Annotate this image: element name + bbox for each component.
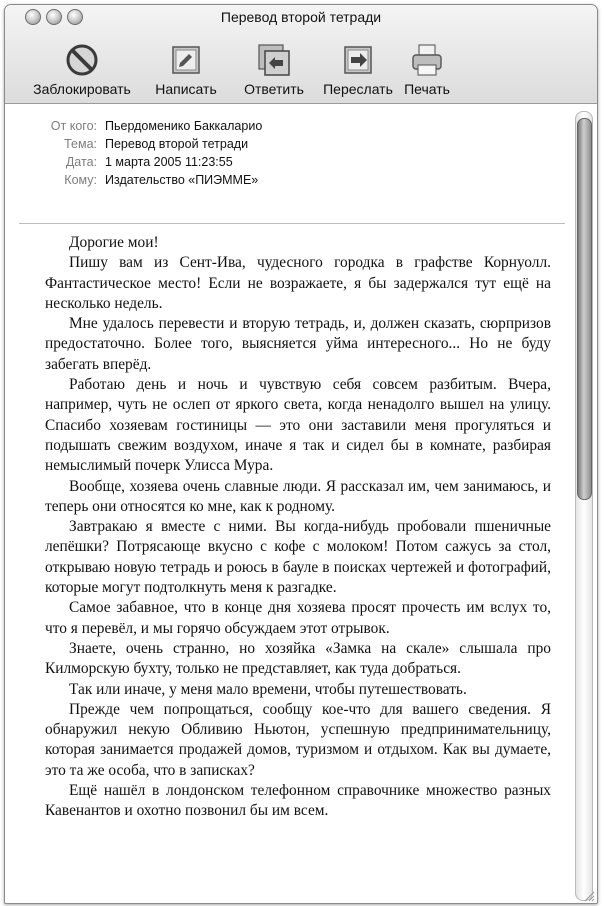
subject-row xyxy=(25,135,262,153)
to-row xyxy=(25,171,262,189)
compose-button[interactable] xyxy=(149,43,223,97)
block-button-label: Заблокировать xyxy=(33,81,131,97)
message-paragraph: Вообще, хозяева очень славные люди. Я рассказал им, чем занимаюсь, и теперь они относятся ко мне, как к родному. xyxy=(45,477,551,515)
from-label: От кого: xyxy=(50,119,97,133)
scrollbar-thumb[interactable] xyxy=(577,118,592,500)
subject-label: Тема: xyxy=(64,137,97,151)
message-body xyxy=(45,233,551,822)
from-value: Пьердоменико Баккаларио xyxy=(105,119,263,133)
date-value: 1 марта 2005 11:23:55 xyxy=(105,155,233,169)
reply-button[interactable] xyxy=(237,43,311,97)
resize-grip-icon[interactable] xyxy=(583,889,595,901)
printer-icon xyxy=(410,43,444,77)
date-row xyxy=(25,153,262,171)
message-paragraph: Завтракаю я вместе с ними. Вы когда-нибудь пробовали пшеничные лепёшки? Потрясающе вкусно с кофе с молоком! Потом сажусь за стол, открываю новую тетрадь и роюсь в бауле в поисках чертежей и фотографий, которые могут подтолкнуть меня к разгадке. xyxy=(45,518,551,597)
mail-window xyxy=(4,4,598,904)
message-paragraph: Работаю день и ночь и чувствую себя совсем разбитым. Вчера, например, чуть не ослеп от яркого света, когда ненадолго вышел на улицу. Спасибо хозяевам гостиницы — это они заставили меня прогуляться и подышать свежим воздухом, иначе я так и сидел бы в комнате, разбирая немыслимый почерк Улисса Мура. xyxy=(45,376,551,475)
toolbar xyxy=(5,43,597,103)
subject-value: Перевод второй тетради xyxy=(105,137,249,151)
block-icon xyxy=(65,43,99,77)
header-divider xyxy=(19,223,565,224)
message-paragraph: Пишу вам из Сент-Ива, чудесного городка в графстве Корнуолл. Фантастическое место! Если не возражаете, я бы задержался тут ещё на несколько недель. xyxy=(45,254,551,312)
date-label: Дата: xyxy=(65,155,97,169)
print-button[interactable] xyxy=(397,43,457,97)
forward-button[interactable] xyxy=(319,43,397,97)
message-paragraph: Знаете, очень странно, но хозяйка «Замка на скале» слышала про Килморскую бухту, только не представляет, как туда добраться. xyxy=(45,639,551,678)
block-button[interactable] xyxy=(17,43,147,97)
compose-icon xyxy=(169,43,203,77)
vertical-scrollbar[interactable] xyxy=(575,111,593,901)
to-value: Издательство «ПИЭММЕ» xyxy=(105,173,259,187)
to-label: Кому: xyxy=(64,173,97,187)
message-paragraph: Самое забавное, что в конце дня хозяева просят прочесть им вслух то, что я перевёл, и мы горячо обсуждаем этот отрывок. xyxy=(45,599,551,637)
reply-icon xyxy=(257,43,291,77)
forward-icon xyxy=(341,43,375,77)
print-button-label: Печать xyxy=(404,81,450,97)
title-bar xyxy=(5,5,597,104)
from-row xyxy=(25,117,262,135)
message-paragraph: Дорогие мои! xyxy=(69,234,159,251)
message-paragraph: Прежде чем попрощаться, сообщу кое-что для вашего сведения. Я обнаружил некую Обливию Ньютон, успешную предпринимательницу, которая занимается продажей домов, туризмом и отдыхом. Как вы думаете, это та же особа, что в записках? xyxy=(45,700,551,779)
message-paragraph: Мне удалось перевести и вторую тетрадь, и, должен сказать, сюрпризов предостаточно. Более того, выясняется уйма интересного... Но не буду забегать вперёд. xyxy=(45,315,551,373)
reply-button-label: Ответить xyxy=(244,81,304,97)
compose-button-label: Написать xyxy=(155,81,217,97)
message-headers xyxy=(25,117,262,189)
window-title: Перевод второй тетради xyxy=(220,9,382,25)
message-paragraph: Так или иначе, у меня мало времени, чтобы путешествовать. xyxy=(69,680,467,698)
forward-button-label: Переслать xyxy=(323,81,393,97)
message-paragraph: Ещё нашёл в лондонском телефонном справочнике множество разных Кавенантов и охотно позвонил бы им всем. xyxy=(45,782,551,820)
